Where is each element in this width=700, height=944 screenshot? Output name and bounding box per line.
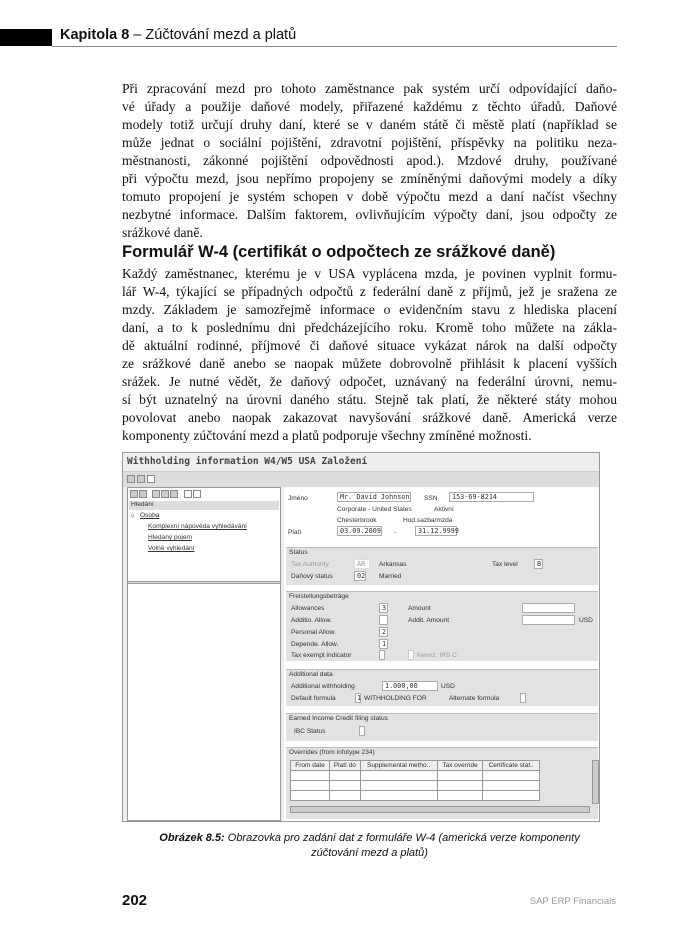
vertical-scrollbar[interactable]	[592, 760, 599, 804]
text-line: Při zpracování mezd pro tohoto zaměstnance pak systém určí odpovídající daňo-	[122, 81, 617, 96]
tax-status-field[interactable]: 02	[354, 571, 366, 581]
group-title: Status	[289, 549, 308, 556]
ibc-status-label: IBC Status	[294, 728, 326, 735]
chapter-title: – Zúčtování mezd a platů	[133, 27, 297, 43]
amount-field[interactable]	[522, 603, 575, 613]
dependent-allowances-label: Depende. Allow.	[291, 641, 339, 648]
exemptions-group	[286, 591, 598, 661]
ssn-label: SSN	[424, 495, 438, 502]
caption-text-2: zúčtování mezd a platů)	[311, 847, 428, 859]
overrides-group	[286, 747, 598, 819]
running-header	[60, 27, 296, 43]
tax-authority-field: AR	[354, 559, 370, 569]
text-line: městnanosti, zákonné pojištění odpovědnosti apod.). Mzdové druhy, používané	[122, 153, 617, 168]
ssn-field[interactable]: 153-69-8214	[449, 492, 534, 502]
name-field[interactable]: Mr. David Johnson	[337, 492, 411, 502]
toolbar-icon[interactable]	[161, 490, 169, 498]
toolbar-icon[interactable]	[127, 475, 135, 483]
text-line: mzdy. Základem je samozřejmě informace o evidenčním stavu z hlediska placení	[122, 302, 617, 317]
expand-icon[interactable]	[193, 490, 201, 498]
text-line: ze srážkové daně anebo se naopak můžete dobrovolně přihlásit k placení vyšších	[122, 356, 617, 371]
additional-data-group	[286, 669, 598, 706]
tax-status-name: Married	[379, 573, 402, 580]
collapse-icon[interactable]	[184, 490, 192, 498]
paragraph-1	[122, 80, 617, 242]
valid-label: Platí	[288, 529, 302, 536]
text-line: modely totiž určují druhy daní, které se v daném státě či městě platí (například se	[122, 117, 617, 132]
group-title: Freistellungsbeträge	[289, 593, 349, 600]
toolbar-icon[interactable]	[137, 475, 145, 483]
location: Chesterbrook	[337, 517, 377, 524]
navigation-panel	[127, 487, 281, 821]
tree-expand-icon[interactable]: ▿	[131, 513, 135, 520]
header-rule	[52, 46, 617, 47]
tax-exempt-label: Tax exempt indicator	[291, 652, 352, 659]
text-line: tomuto propojení je systém schopen v době výpočtu mezd a daní načíst všechny	[122, 189, 617, 204]
eic-group	[286, 713, 598, 741]
text-line: může jednat o sociální pojištění, zdravotní pojištění, příspěvky na politiku neza-	[122, 135, 617, 150]
table-row[interactable]	[291, 781, 540, 791]
additional-allowances-label: Additio. Allow.	[291, 617, 332, 624]
group-title: Additional data	[289, 671, 333, 678]
column-header[interactable]: From date	[291, 761, 330, 771]
text-line: dě aktuální rodinné, příjmové či daňové situace vykázat nárok na další odpočty	[122, 338, 617, 353]
tree-item-free-search[interactable]: Volné vyhledání	[148, 545, 195, 552]
formula-name: WITHHOLDING FOR	[364, 695, 427, 702]
forward-arrow-icon[interactable]	[139, 490, 147, 498]
toolbar-icon[interactable]	[152, 490, 160, 498]
text-line: komponenty zúčtování mezd a platů podporuje všechny zmíněné možnosti.	[122, 428, 532, 443]
table-row[interactable]	[291, 791, 540, 801]
text-line: sí být uznatelný na úrovni daného státu. Stejně tak platí, že některé státy mohou	[122, 392, 617, 407]
horizontal-scrollbar[interactable]	[290, 806, 590, 813]
allowances-field[interactable]: 3	[379, 603, 388, 613]
panel-splitter[interactable]	[128, 581, 280, 584]
alternate-formula-label: Alternate formula	[449, 695, 500, 702]
valid-to-field[interactable]: 31.12.9999	[415, 526, 457, 536]
detail-panel	[284, 487, 599, 821]
additional-amount-field[interactable]	[522, 615, 575, 625]
employment-status: Aktivní	[434, 506, 454, 513]
pay-type: Hod.sazba/mzda	[403, 517, 453, 524]
text-line: srážek. Je nutné vědět, že daňový odpočet, uznávaný na federální úrovni, nemu-	[122, 374, 617, 389]
group-title: Earned Income Credit filing status	[289, 715, 388, 722]
text-line: vé úřady a použije daňové modely, přiřazené každému z těchto úřadů. Daňové	[122, 99, 617, 114]
book-title: SAP ERP Financials	[529, 896, 616, 907]
overrides-table	[290, 760, 540, 801]
tree-item-complex-search[interactable]: Komplexní nápověda vyhledávání	[148, 523, 247, 530]
currency-label: USD	[441, 683, 455, 690]
tax-authority-label: Tax Authority	[291, 561, 329, 568]
text-line: nezbytné informace. Dalším faktorem, ovlivňujícím výpočty daní, jsou odpočty ze	[122, 207, 617, 222]
default-formula-field[interactable]: 1	[357, 694, 362, 702]
text-line: daní, a to k poslednímu dni předcházejícího roku. Kromě toho můžete na zákla-	[122, 320, 617, 335]
valid-from-field[interactable]: 03.09.2009	[337, 526, 382, 536]
text-line: Každý zaměstnanec, kterému je v USA vyplácena mzda, je povinen vyplnit formu-	[122, 266, 617, 281]
group-title: Overrides (from infotype 234)	[289, 749, 375, 756]
text-line: při výpočtu mezd, jsou nepřímo propojeny se zmíněnými daňovými modely a díky	[122, 171, 617, 186]
currency-label: USD	[579, 617, 593, 624]
irs-c-checkbox	[408, 650, 414, 660]
date-separator: -	[394, 529, 397, 536]
tree-item-search-term[interactable]: Hledaný pojem	[148, 534, 192, 541]
person-icon[interactable]	[147, 475, 155, 483]
personal-allowances-field[interactable]: 2	[379, 627, 388, 637]
tax-level-field[interactable]: B	[534, 559, 543, 569]
column-header[interactable]: Platí do	[330, 761, 361, 771]
additional-withholding-field[interactable]: 1.000,00	[382, 681, 438, 691]
tax-level-label: Tax level	[492, 561, 518, 568]
tax-exempt-checkbox[interactable]	[379, 650, 385, 660]
caption-label: Obrázek 8.5:	[159, 832, 225, 844]
status-group	[286, 547, 598, 585]
allowances-label: Allowances	[291, 605, 325, 612]
personal-allowances-label: Personal Allow.	[291, 629, 336, 636]
text-line: lář W-4, týkající se případných odpočtů z federální daně z příjmů, jež je sražena ze	[122, 284, 617, 299]
toolbar-icon[interactable]	[170, 490, 178, 498]
additional-amount-label: Addit. Amount	[408, 617, 450, 624]
column-header[interactable]: Tax override	[437, 761, 483, 771]
tax-authority-name: Arkansas	[379, 561, 407, 568]
column-header[interactable]: Certificate stat..	[483, 761, 540, 771]
name-label: Jméno	[288, 495, 308, 502]
figure-caption	[122, 831, 617, 861]
text-line: srážkové daně.	[122, 225, 203, 240]
irs-c-label: Kennz. IRS C	[417, 652, 457, 659]
default-formula-label: Default formula	[291, 695, 336, 702]
toolbar	[123, 471, 599, 487]
sap-screenshot	[122, 452, 600, 822]
search-header: Hledání	[129, 501, 279, 510]
dependent-allowances-field[interactable]: 1	[379, 639, 388, 649]
alternate-formula-checkbox[interactable]	[520, 693, 526, 703]
chapter-number: Kapitola 8	[60, 27, 130, 43]
page-number: 202	[122, 892, 148, 909]
tax-status-label: Daňový status	[291, 573, 333, 580]
additional-allowances-field[interactable]	[379, 615, 388, 625]
text-line: povolovat anebo naopak zakazovat navyšování srážkové daně. Americká verze	[122, 410, 617, 425]
org-unit: Corporate - United States	[337, 506, 412, 513]
amount-label: Amount	[408, 605, 431, 612]
ibc-status-field[interactable]	[359, 726, 365, 736]
tree-node-osoba[interactable]: Osoba	[140, 512, 160, 519]
caption-text: Obrazovka pro zadání dat z formuláře W-4 (americká verze komponenty	[224, 832, 580, 844]
paragraph-2	[122, 265, 617, 445]
section-heading: Formulář W-4 (certifikát o odpočtech ze srážkové daně)	[122, 243, 556, 261]
header-bar	[0, 29, 52, 46]
column-header[interactable]: Supplemental metho..	[360, 761, 437, 771]
back-arrow-icon[interactable]	[130, 490, 138, 498]
additional-withholding-label: Additional withholding	[291, 683, 355, 690]
table-row[interactable]	[291, 771, 540, 781]
window-title: Withholding information W4/W5 USA Založení	[127, 456, 368, 467]
